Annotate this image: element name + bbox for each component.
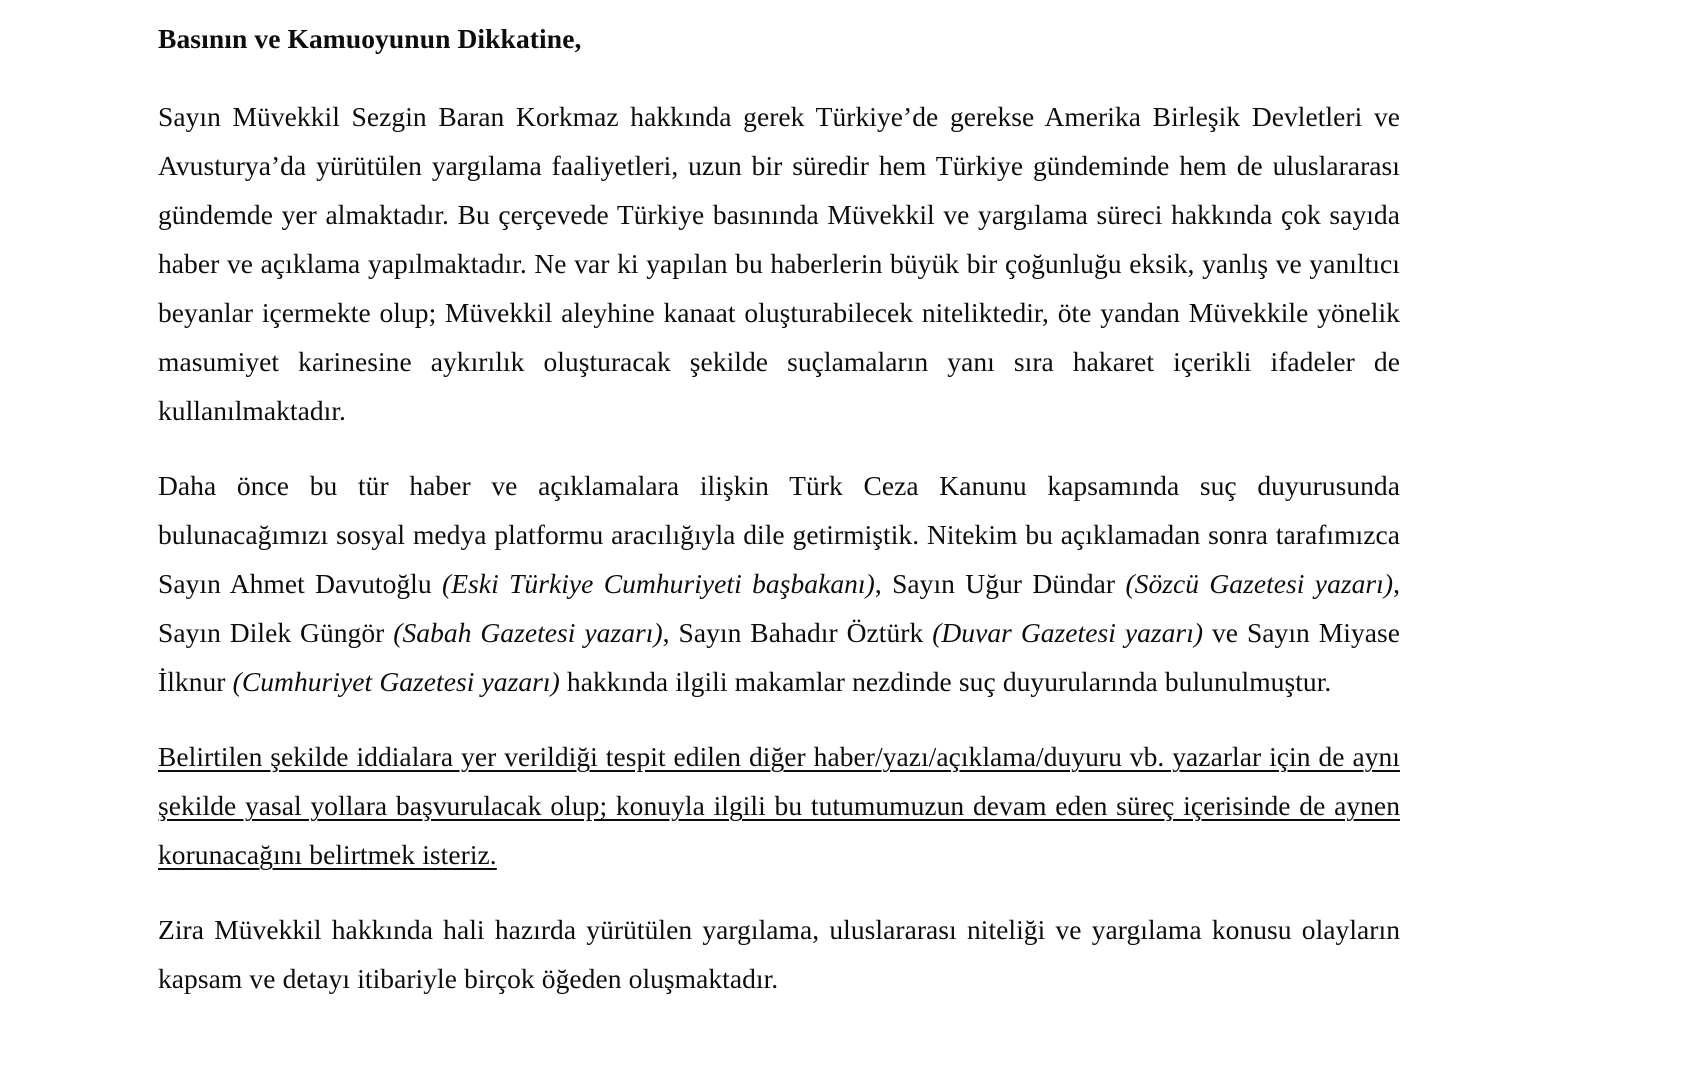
source-attribution-dundar: (Sözcü Gazetesi yazarı) xyxy=(1125,568,1394,600)
paragraph-3-underlined xyxy=(158,732,1400,879)
paragraph-3-text: Belirtilen şekilde iddialara yer verildiği tespit edilen diğer haber/yazı/açıklama/duyuru vb. yazarlar için de aynı şekilde yasal yollara başvurulacak olup; konuyla ilgili bu tutumumuzun devam eden süreç içerisinde de aynen korunacağını belirtmek isteriz. xyxy=(158,741,1400,871)
paragraph-2-segment-text-4: , Sayın Bahadır Öztürk xyxy=(662,617,933,649)
paragraph-1: Sayın Müvekkil Sezgin Baran Korkmaz hakkında gerek Türkiye’de gerekse Amerika Birleşik Devletleri ve Avusturya’da yürütülen yargılama faaliyetleri, uzun bir süredir hem Türkiye gündeminde hem de uluslararası gündemde yer almaktadır. Bu çerçevede Türkiye basınında Müvekkil ve yargılama süreci hakkında çok sayıda haber ve açıklama yapılmaktadır. Ne var ki yapılan bu haberlerin büyük bir çoğunluğu eksik, yanlış ve yanıltıcı beyanlar içermekte olup; Müvekkil aleyhine kanaat oluşturabilecek niteliktedir, öte yandan Müvekkile yönelik masumiyet karinesine aykırılık oluşturacak şekilde suçlamaların yanı sıra hakaret içerikli ifadeler de kullanılmaktadır. xyxy=(158,101,1400,427)
page-title: Basının ve Kamuoyunun Dikkatine, xyxy=(158,23,582,54)
paragraph-2-segment-text-5: ve Sayın Miyase İlknur xyxy=(158,617,1401,698)
paragraph-4: Zira Müvekkil hakkında hali hazırda yürütülen yargılama, uluslararası niteliği ve yargılama konusu olayların kapsam ve detayı itibariyle birçok öğeden oluşmaktadır. xyxy=(158,914,1400,995)
paragraph-2-segment-text-2: , Sayın Uğur Dündar xyxy=(874,568,1126,600)
paragraph-2-segment-text-1: Daha önce bu tür haber ve açıklamalara ilişkin Türk Ceza Kanunu kapsamında suç duyurusunda bulunacağımızı sosyal medya platformu aracılığıyla dile getirmiştik. Nitekim bu açıklamadan sonra tarafımızca Sayın Ahmet Davutoğlu xyxy=(158,470,1400,600)
paragraph-2 xyxy=(158,461,1400,706)
paragraph-2-segment-text-3: , Sayın Dilek Güngör xyxy=(158,568,1401,649)
source-attribution-ilknur: (Cumhuriyet Gazetesi yazarı) xyxy=(232,666,560,698)
source-attribution-gungor: (Sabah Gazetesi yazarı) xyxy=(393,617,663,649)
source-attribution-davutoglu: (Eski Türkiye Cumhuriyeti başbakanı) xyxy=(442,568,875,600)
paragraph-2-segment-text-6: hakkında ilgili makamlar nezdinde suç duyurularında bulunulmuştur. xyxy=(559,666,1332,698)
source-attribution-ozturk: (Duvar Gazetesi yazarı) xyxy=(932,617,1204,649)
